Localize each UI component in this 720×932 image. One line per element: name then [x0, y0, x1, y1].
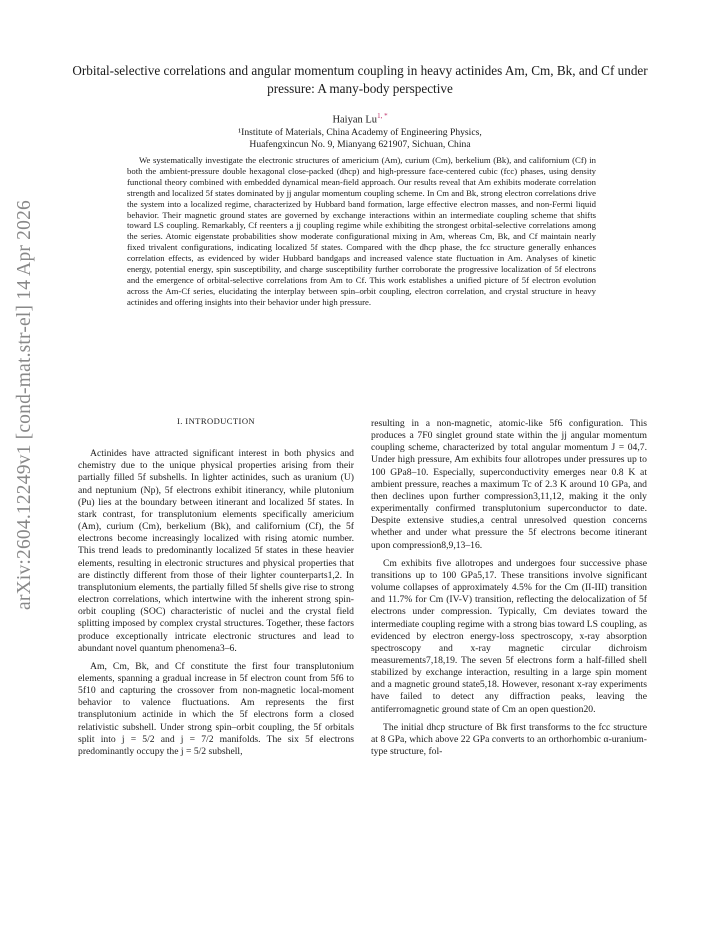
affiliation-line-1: ¹Institute of Materials, China Academy of Engineering Physics,	[238, 127, 482, 138]
arxiv-sidebar	[3, 180, 47, 630]
paragraph: resulting in a non-magnetic, atomic-like 5f6 configuration. This produces a 7F0 singlet ground state within the jj angular momentum coupling scheme, characterized by total angular momentum J = 04,7. Under high pressure, Am exhibits four allotropes under pressures up to 100 GPa8–10. Especially, superconductivity emerges near 0.8 K at ambient pressure, reaches a maximum Tc of 2.3 K around 10 GPa, and then declines upon further compression3,11,12, making it the only experimentally confirmed transplutonium superconductor to date. Despite extensive studies,a central unresolved question concerns whether and under what pressure the 5f electrons become itinerant upon compression8,9,13–16.	[371, 418, 647, 551]
arxiv-identifier: arXiv:2604.12249v1 [cond-mat.str-el] 14 Apr 2026	[14, 200, 35, 610]
abstract: We systematically investigate the electronic structures of americium (Am), curium (Cm), berkelium (Bk), and californium (Cf) in both the ambient-pressure double hexagonal close-packed (dhcp) and high-pressure face-centered cubic (fcc) phases, using density functional theory combined with embedded dynamical mean-field approach. Our results reveal that Am exhibits moderate correlation strength and localized 5f states dominated by jj angular momentum coupling scheme. In Cm and Bk, strong electron correlations drive the system into a localized regime, characterized by Hubbard band formation, large effective electron masses, and non-Fermi liquid behavior. Their magnetic ground states are governed by exchange interactions within an intermediate coupling scheme that shifts toward LS coupling. Remarkably, Cf reenters a jj coupling regime while exhibiting the strongest orbital-selective correlations among the series. Atomic eigenstate probabilities show moderate configurational mixing in Am, whereas Cm, Bk, and Cf maintain nearly fixed trivalent configurations, indicating localized 5f states. Compared with the dhcp phase, the fcc structure generally enhances correlation effects, as evidenced by wider Hubbard bandgaps and increased valence state fluctuation in Am. Analyses of kinetic energy, potential energy, spin susceptibility, and charge susceptibility further corroborate the progressive localization of 5f electrons and the emergence of orbital-selective correlations from Am to Cf. This work establishes a unified picture of 5f electron evolution across the Am-Cf series, elucidating the interplay between spin–orbit coupling, electron correlation, and crystal structure in heavy actinides and offering insights into their behavior under high pressure.	[127, 155, 596, 307]
paragraph: Cm exhibits five allotropes and undergoes four successive phase transitions up to 100 GPa5,17. These transitions involve significant volume collapses of approximately 4.5% for the Cm (II-III) transition and 11.7% for Cm (IV-V) transition, reflecting the delocalization of 5f electrons under compression. Typically, Cm deviates toward the intermediate coupling regime with a strong bias toward LS coupling, as evidenced by electron energy-loss spectroscopy, x-ray absorption spectroscopy and x-ray magnetic circular dichroism measurements7,18,19. The seven 5f electrons form a half-filled shell stabilized by exchange interaction, resulting in a large spin moment and a magnetic ground state5,18. However, resonant x-ray experiments have failed to detect any diffraction peaks, leaving the antiferromagnetic ground state of Cm an open question20.	[371, 557, 647, 715]
paragraph: The initial dhcp structure of Bk first transforms to the fcc structure at 8 GPa, which above 22 GPa converts to an orthorhombic α-uranium-type structure, fol-	[371, 721, 647, 758]
section-heading: I. INTRODUCTION	[176, 416, 256, 426]
author-name: Haiyan Lu	[332, 114, 378, 126]
paper-title: Orbital-selective correlations and angular momentum coupling in heavy actinides Am, Cm, Bk, and Cf under pressure: A many-body perspective	[72, 63, 648, 96]
paragraph: Am, Cm, Bk, and Cf constitute the first four transplutonium elements, spanning a gradual increase in 5f electron count from 5f6 to 5f10 and capturing the crossover from non-magnetic local-moment behavior to valence fluctuations. Am represents the first transplutonium actinide in which the 5f electrons form a closed relativistic subshell. Under strong spin–orbit coupling, the 5f orbitals split into j = 5/2 and j = 7/2 manifolds. The six 5f electrons predominantly occupy the j = 5/2 subshell,	[78, 660, 354, 757]
affiliation	[60, 127, 660, 151]
author-superscript: 1, *	[377, 112, 388, 120]
affiliation-line-2: Huafengxincun No. 9, Mianyang 621907, Sichuan, China	[249, 139, 471, 150]
body-left-column	[78, 415, 354, 764]
body-right-column	[371, 418, 647, 764]
author-line	[60, 112, 660, 126]
paragraph: Actinides have attracted significant interest in both physics and chemistry due to the unique physical properties arising from their partially filled 5f subshells. In lighter actinides, such as uranium (U) and neptunium (Np), 5f electrons exhibit itinerancy, while plutonium (Pu) lies at the boundary between itinerant and localized 5f states. In stark contrast, for transplutonium elements specifically americium (Am), curium (Cm), berkelium (Bk), and californium (Cf), the 5f electrons become increasingly localized with rising atomic number. This trend leads to predominantly localized 5f states in these heavier elements, resulting in electronic structures and physical properties that are distinctly different from those of their lighter counterparts1,2. In transplutonium elements, the partially filled 5f shells give rise to strong electron correlations, which intertwine with the inherent strong spin-orbit coupling (SOC) characteristic of nuclei and the crystal field splitting imposed by complex crystal structures. Together, these factors produce exceptionally intricate electronic structures and lead to abundant novel quantum phenomena3–6.	[78, 448, 354, 654]
